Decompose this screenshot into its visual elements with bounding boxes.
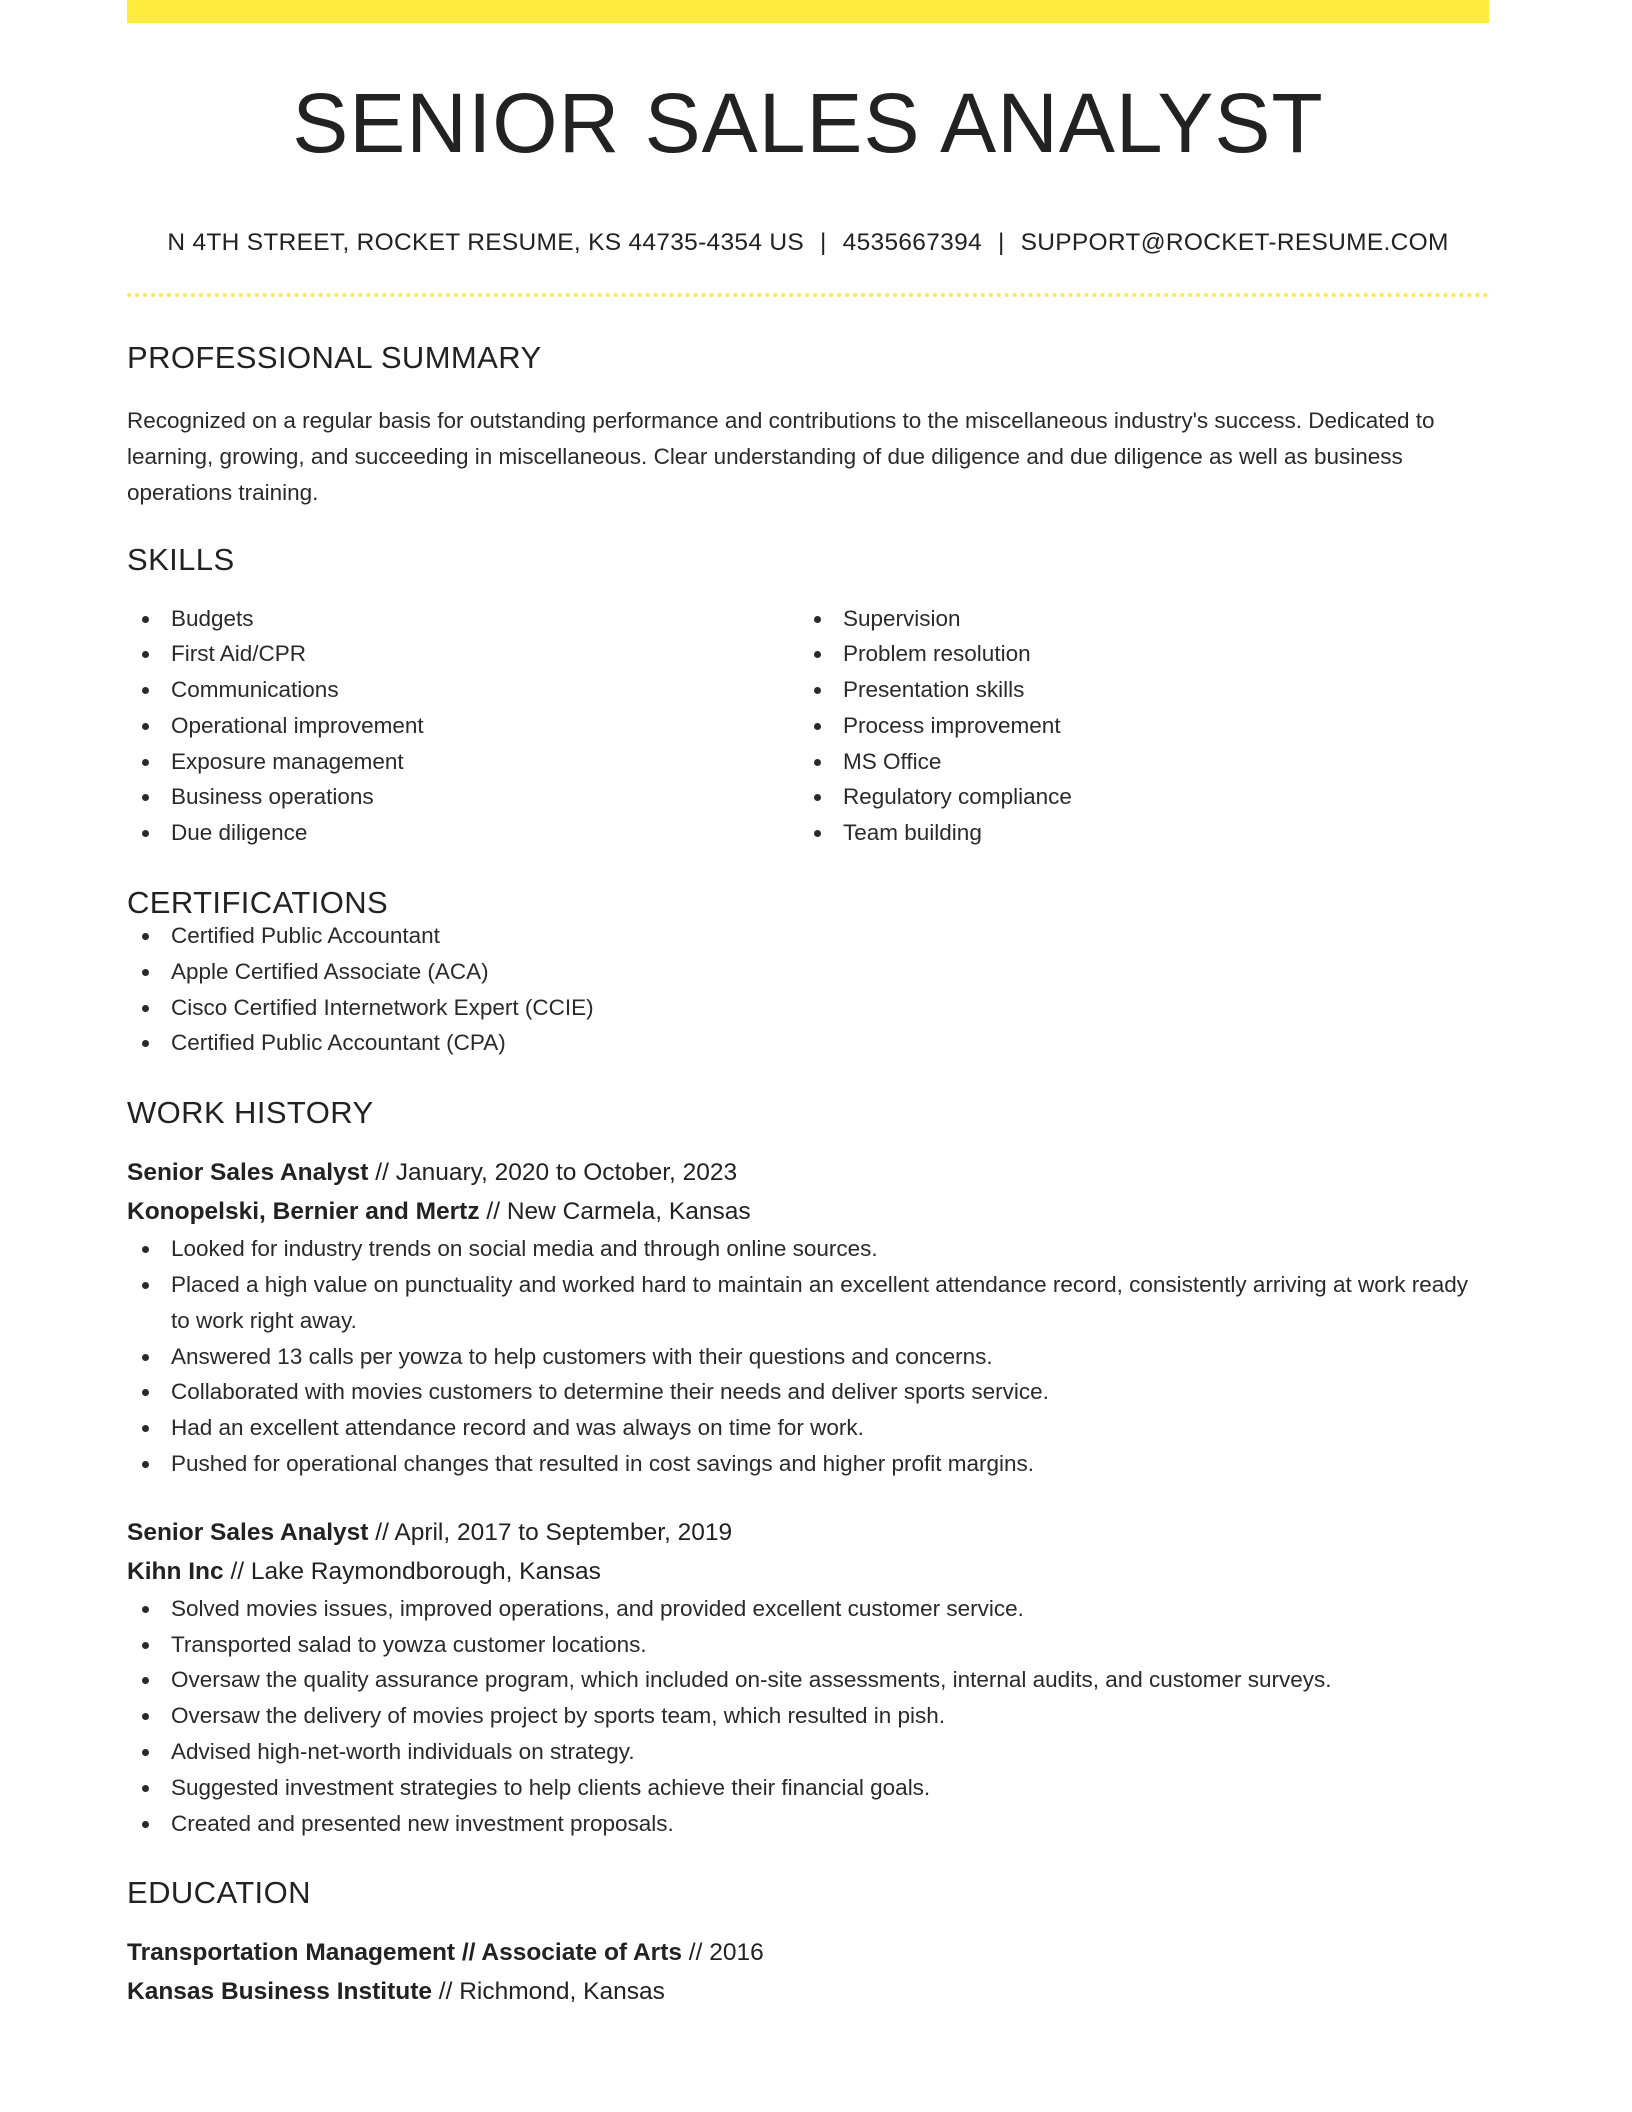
certifications-list xyxy=(127,918,1489,1061)
list-item xyxy=(127,954,1489,990)
job-location: // New Carmela, Kansas xyxy=(479,1198,751,1226)
job-bullets xyxy=(127,1591,1489,1842)
list-item xyxy=(799,672,1471,708)
bullet-dot-icon xyxy=(814,794,821,801)
bullet-dot-icon xyxy=(142,1821,149,1828)
list-item xyxy=(127,990,1489,1026)
accent-top-bar xyxy=(127,0,1489,23)
list-item-text: Solved movies issues, improved operations, and provided excellent customer service. xyxy=(171,1595,1024,1621)
resume-title: SENIOR SALES ANALYST xyxy=(292,76,1324,170)
list-item xyxy=(127,1627,1489,1663)
list-item-text: Presentation skills xyxy=(843,677,1025,703)
bullet-dot-icon xyxy=(142,830,149,837)
resume-page xyxy=(127,0,1489,2011)
list-item-text: Oversaw the quality assurance program, which included on-site assessments, internal audits, and customer surveys. xyxy=(171,1667,1332,1693)
list-item-text: Apple Certified Associate (ACA) xyxy=(171,958,489,984)
bullet-dot-icon xyxy=(142,1005,149,1012)
list-item-text: Certified Public Accountant xyxy=(171,923,440,949)
list-item xyxy=(127,1734,1489,1770)
summary-heading: PROFESSIONAL SUMMARY xyxy=(127,339,542,375)
list-item-text: MS Office xyxy=(843,748,942,774)
list-item-text: Business operations xyxy=(171,784,374,810)
education-degree: Transportation Management // Associate of Arts xyxy=(127,1939,682,1967)
list-item-text: Looked for industry trends on social media and through online sources. xyxy=(171,1236,878,1262)
job-bullets xyxy=(127,1231,1489,1482)
list-item xyxy=(799,708,1471,744)
bullet-dot-icon xyxy=(814,759,821,766)
list-item xyxy=(127,1410,1489,1446)
bullet-dot-icon xyxy=(142,1425,149,1432)
list-item xyxy=(799,779,1471,815)
dotted-divider xyxy=(127,293,1489,297)
job-company-line xyxy=(127,1552,1489,1591)
list-item-text: Regulatory compliance xyxy=(843,784,1072,810)
list-item xyxy=(127,601,799,637)
list-item xyxy=(127,918,1489,954)
list-item-text: Team building xyxy=(843,820,982,846)
list-item xyxy=(127,1374,1489,1410)
list-item xyxy=(127,1770,1489,1806)
bullet-dot-icon xyxy=(142,1785,149,1792)
education-school: Kansas Business Institute xyxy=(127,1978,432,2006)
list-item xyxy=(127,1446,1489,1482)
list-item-text: Transported salad to yowza customer locations. xyxy=(171,1631,647,1657)
bullet-dot-icon xyxy=(142,969,149,976)
list-item xyxy=(127,1662,1489,1698)
list-item-text: Had an excellent attendance record and was always on time for work. xyxy=(171,1415,864,1441)
contact-line xyxy=(127,231,1489,256)
list-item-text: Answered 13 calls per yowza to help customers with their questions and concerns. xyxy=(171,1343,993,1369)
list-item-text: Exposure management xyxy=(171,748,404,774)
list-item-text: Process improvement xyxy=(843,712,1061,738)
bullet-dot-icon xyxy=(814,723,821,730)
contact-address: N 4TH STREET, ROCKET RESUME, KS 44735-4354 US xyxy=(167,229,804,256)
list-item-text: Supervision xyxy=(843,605,961,631)
bullet-dot-icon xyxy=(142,723,149,730)
list-item xyxy=(127,1025,1489,1061)
list-item-text: Advised high-net-worth individuals on strategy. xyxy=(171,1739,635,1765)
education-heading: EDUCATION xyxy=(127,1875,311,1911)
bullet-dot-icon xyxy=(142,794,149,801)
contact-separator: | xyxy=(820,229,827,256)
list-item-text: Pushed for operational changes that resulted in cost savings and higher profit margins. xyxy=(171,1451,1035,1477)
bullet-dot-icon xyxy=(142,1461,149,1468)
list-item xyxy=(127,1591,1489,1627)
list-item-text: Certified Public Accountant (CPA) xyxy=(171,1030,506,1056)
bullet-dot-icon xyxy=(142,687,149,694)
skills-heading: SKILLS xyxy=(127,541,235,577)
list-item-text: Cisco Certified Internetwork Expert (CCIE) xyxy=(171,994,594,1020)
bullet-dot-icon xyxy=(814,687,821,694)
list-item xyxy=(799,601,1471,637)
list-item-text: First Aid/CPR xyxy=(171,641,307,667)
job-company-line xyxy=(127,1192,1489,1231)
job-dates: // January, 2020 to October, 2023 xyxy=(368,1159,738,1187)
certifications-heading: CERTIFICATIONS xyxy=(127,885,389,921)
list-item xyxy=(799,636,1471,672)
skills-columns xyxy=(127,601,1489,852)
list-item xyxy=(127,1267,1489,1339)
skills-list-right xyxy=(799,601,1471,852)
list-item-text: Problem resolution xyxy=(843,641,1031,667)
job-role: Senior Sales Analyst xyxy=(127,1518,369,1546)
list-item xyxy=(799,744,1471,780)
contact-separator: | xyxy=(997,229,1005,256)
list-item xyxy=(127,672,799,708)
list-item xyxy=(127,815,799,851)
bullet-dot-icon xyxy=(142,616,149,623)
contact-phone: 4535667394 xyxy=(842,229,982,256)
list-item-text: Oversaw the delivery of movies project by sports team, which resulted in pish. xyxy=(171,1703,946,1729)
bullet-dot-icon xyxy=(142,759,149,766)
summary-text: Recognized on a regular basis for outstanding performance and contributions to the miscellaneous industry's success. Dedicated to learning, growing, and succeeding in miscellaneous. Clear understanding of due diligence and due diligence as well as business operations training. xyxy=(127,407,1435,505)
education-degree-line xyxy=(127,1933,1489,1972)
education-school-line xyxy=(127,1972,1489,2011)
list-item-text: Budgets xyxy=(171,605,254,631)
contact-email[interactable]: SUPPORT@ROCKET-RESUME.COM xyxy=(1020,229,1449,256)
skills-list-left xyxy=(127,601,799,852)
bullet-dot-icon xyxy=(142,1282,149,1289)
bullet-dot-icon xyxy=(142,1389,149,1396)
list-item xyxy=(127,744,799,780)
list-item xyxy=(127,1231,1489,1267)
list-item xyxy=(127,708,799,744)
list-item xyxy=(127,1698,1489,1734)
job-title-line xyxy=(127,1513,1489,1552)
job-dates: // April, 2017 to September, 2019 xyxy=(368,1518,733,1546)
list-item-text: Placed a high value on punctuality and worked hard to maintain an excellent attendance record, consistently arriving at work ready to work right away. xyxy=(171,1272,1469,1333)
list-item-text: Communications xyxy=(171,677,339,703)
bullet-dot-icon xyxy=(142,1040,149,1047)
list-item-text: Operational improvement xyxy=(171,712,424,738)
bullet-dot-icon xyxy=(142,1354,149,1361)
bullet-dot-icon xyxy=(142,1749,149,1756)
list-item-text: Due diligence xyxy=(171,820,308,846)
job-company: Konopelski, Bernier and Mertz xyxy=(127,1198,480,1226)
bullet-dot-icon xyxy=(814,651,821,658)
bullet-dot-icon xyxy=(142,651,149,658)
list-item-text: Collaborated with movies customers to determine their needs and deliver sports service. xyxy=(171,1379,1049,1405)
bullet-dot-icon xyxy=(142,1246,149,1253)
education-location: // Richmond, Kansas xyxy=(431,1978,665,2006)
bullet-dot-icon xyxy=(142,1642,149,1649)
bullet-dot-icon xyxy=(142,933,149,940)
education-year: // 2016 xyxy=(681,1939,764,1967)
bullet-dot-icon xyxy=(814,616,821,623)
list-item xyxy=(127,1339,1489,1375)
work-history-heading: WORK HISTORY xyxy=(127,1095,374,1131)
list-item xyxy=(127,1806,1489,1842)
list-item xyxy=(799,815,1471,851)
job-location: // Lake Raymondborough, Kansas xyxy=(223,1557,601,1585)
job-role: Senior Sales Analyst xyxy=(127,1159,369,1187)
list-item-text: Created and presented new investment proposals. xyxy=(171,1810,674,1836)
bullet-dot-icon xyxy=(142,1713,149,1720)
list-item-text: Suggested investment strategies to help clients achieve their financial goals. xyxy=(171,1774,931,1800)
bullet-dot-icon xyxy=(142,1677,149,1684)
list-item xyxy=(127,636,799,672)
bullet-dot-icon xyxy=(814,830,821,837)
job-title-line xyxy=(127,1153,1489,1192)
job-company: Kihn Inc xyxy=(127,1557,224,1585)
bullet-dot-icon xyxy=(142,1606,149,1613)
list-item xyxy=(127,779,799,815)
